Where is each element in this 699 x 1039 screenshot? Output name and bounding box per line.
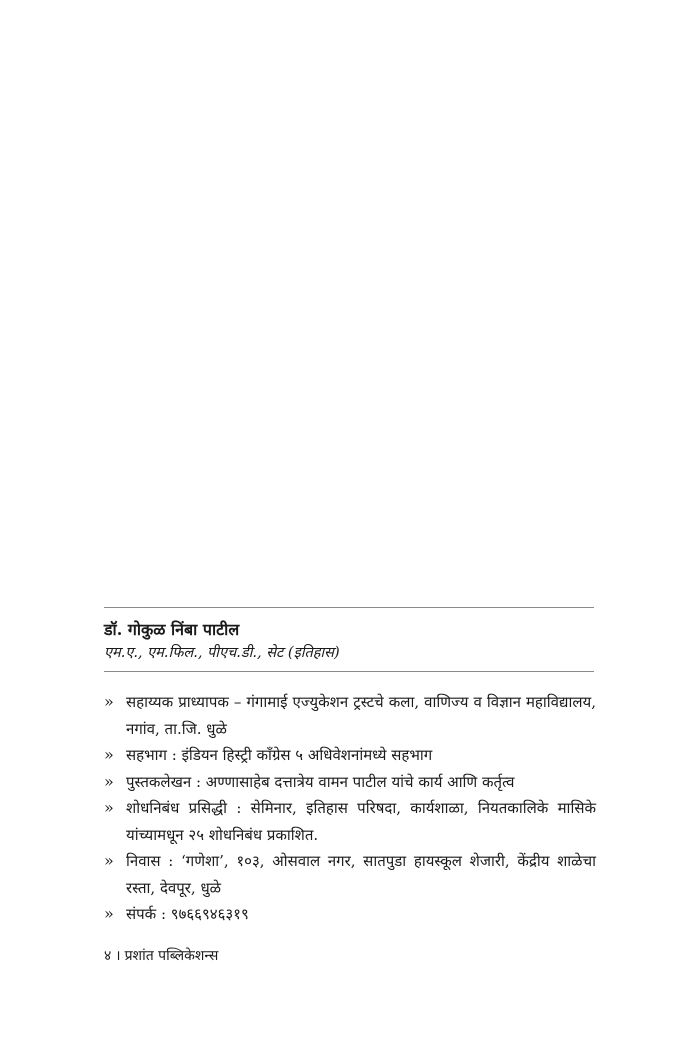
bio-text: पुस्तकलेखन : अण्णासाहेब दत्तात्रेय वामन पाटील यांचे कार्य आणि कर्तृत्व (126, 772, 515, 791)
bottom-divider (104, 671, 594, 672)
bio-text: शोधनिबंध प्रसिद्धी : सेमिनार, इतिहास परिषदा, कार्यशाळा, नियतकालिके मासिके यांच्यामधून २५ शोधनिबंध प्रकाशित. (126, 799, 596, 844)
bio-item-research-papers (104, 795, 596, 848)
page-footer (104, 946, 218, 965)
bullet-icon: » (104, 904, 114, 923)
bullet-icon: » (104, 851, 114, 870)
bio-text: निवास : ‘गणेशा’, १०३, ओसवाल नगर, सातपुडा हायस्कूल शेजारी, केंद्रीय शाळेचा रस्ता, देवपूर, धुळे (126, 852, 596, 897)
bullet-icon: » (104, 771, 114, 791)
page-number: ४ (104, 948, 112, 964)
bullet-icon: » (104, 798, 114, 817)
bio-list (104, 689, 596, 928)
bio-item-books (104, 769, 596, 796)
bio-text: सहाय्यक प्राध्यापक – गंगामाई एज्युकेशन ट्रस्टचे कला, वाणिज्य व विज्ञान महाविद्यालय, नगांव, ता.जि. धुळे (126, 693, 596, 738)
author-name: डॉ. गोकुळ निंबा पाटील (104, 620, 240, 639)
bullet-icon: » (104, 745, 114, 764)
bio-item-participation (104, 742, 596, 769)
author-degrees: एम.ए., एम.फिल., पीएच.डी., सेट (इतिहास) (104, 645, 340, 661)
bio-item-contact (104, 901, 596, 928)
bio-text: सहभाग : इंडियन हिस्ट्री काँग्रेस ५ अधिवेशनांमध्ये सहभाग (126, 746, 433, 764)
bio-text: संपर्क : ९७६६९४६३१९ (126, 905, 249, 923)
bio-item-address (104, 848, 596, 901)
top-divider (104, 607, 594, 608)
bullet-icon: » (104, 692, 114, 711)
bio-item-position (104, 689, 596, 742)
footer-separator: । (115, 948, 121, 964)
publisher-name: प्रशांत पब्लिकेशन्स (124, 948, 219, 964)
